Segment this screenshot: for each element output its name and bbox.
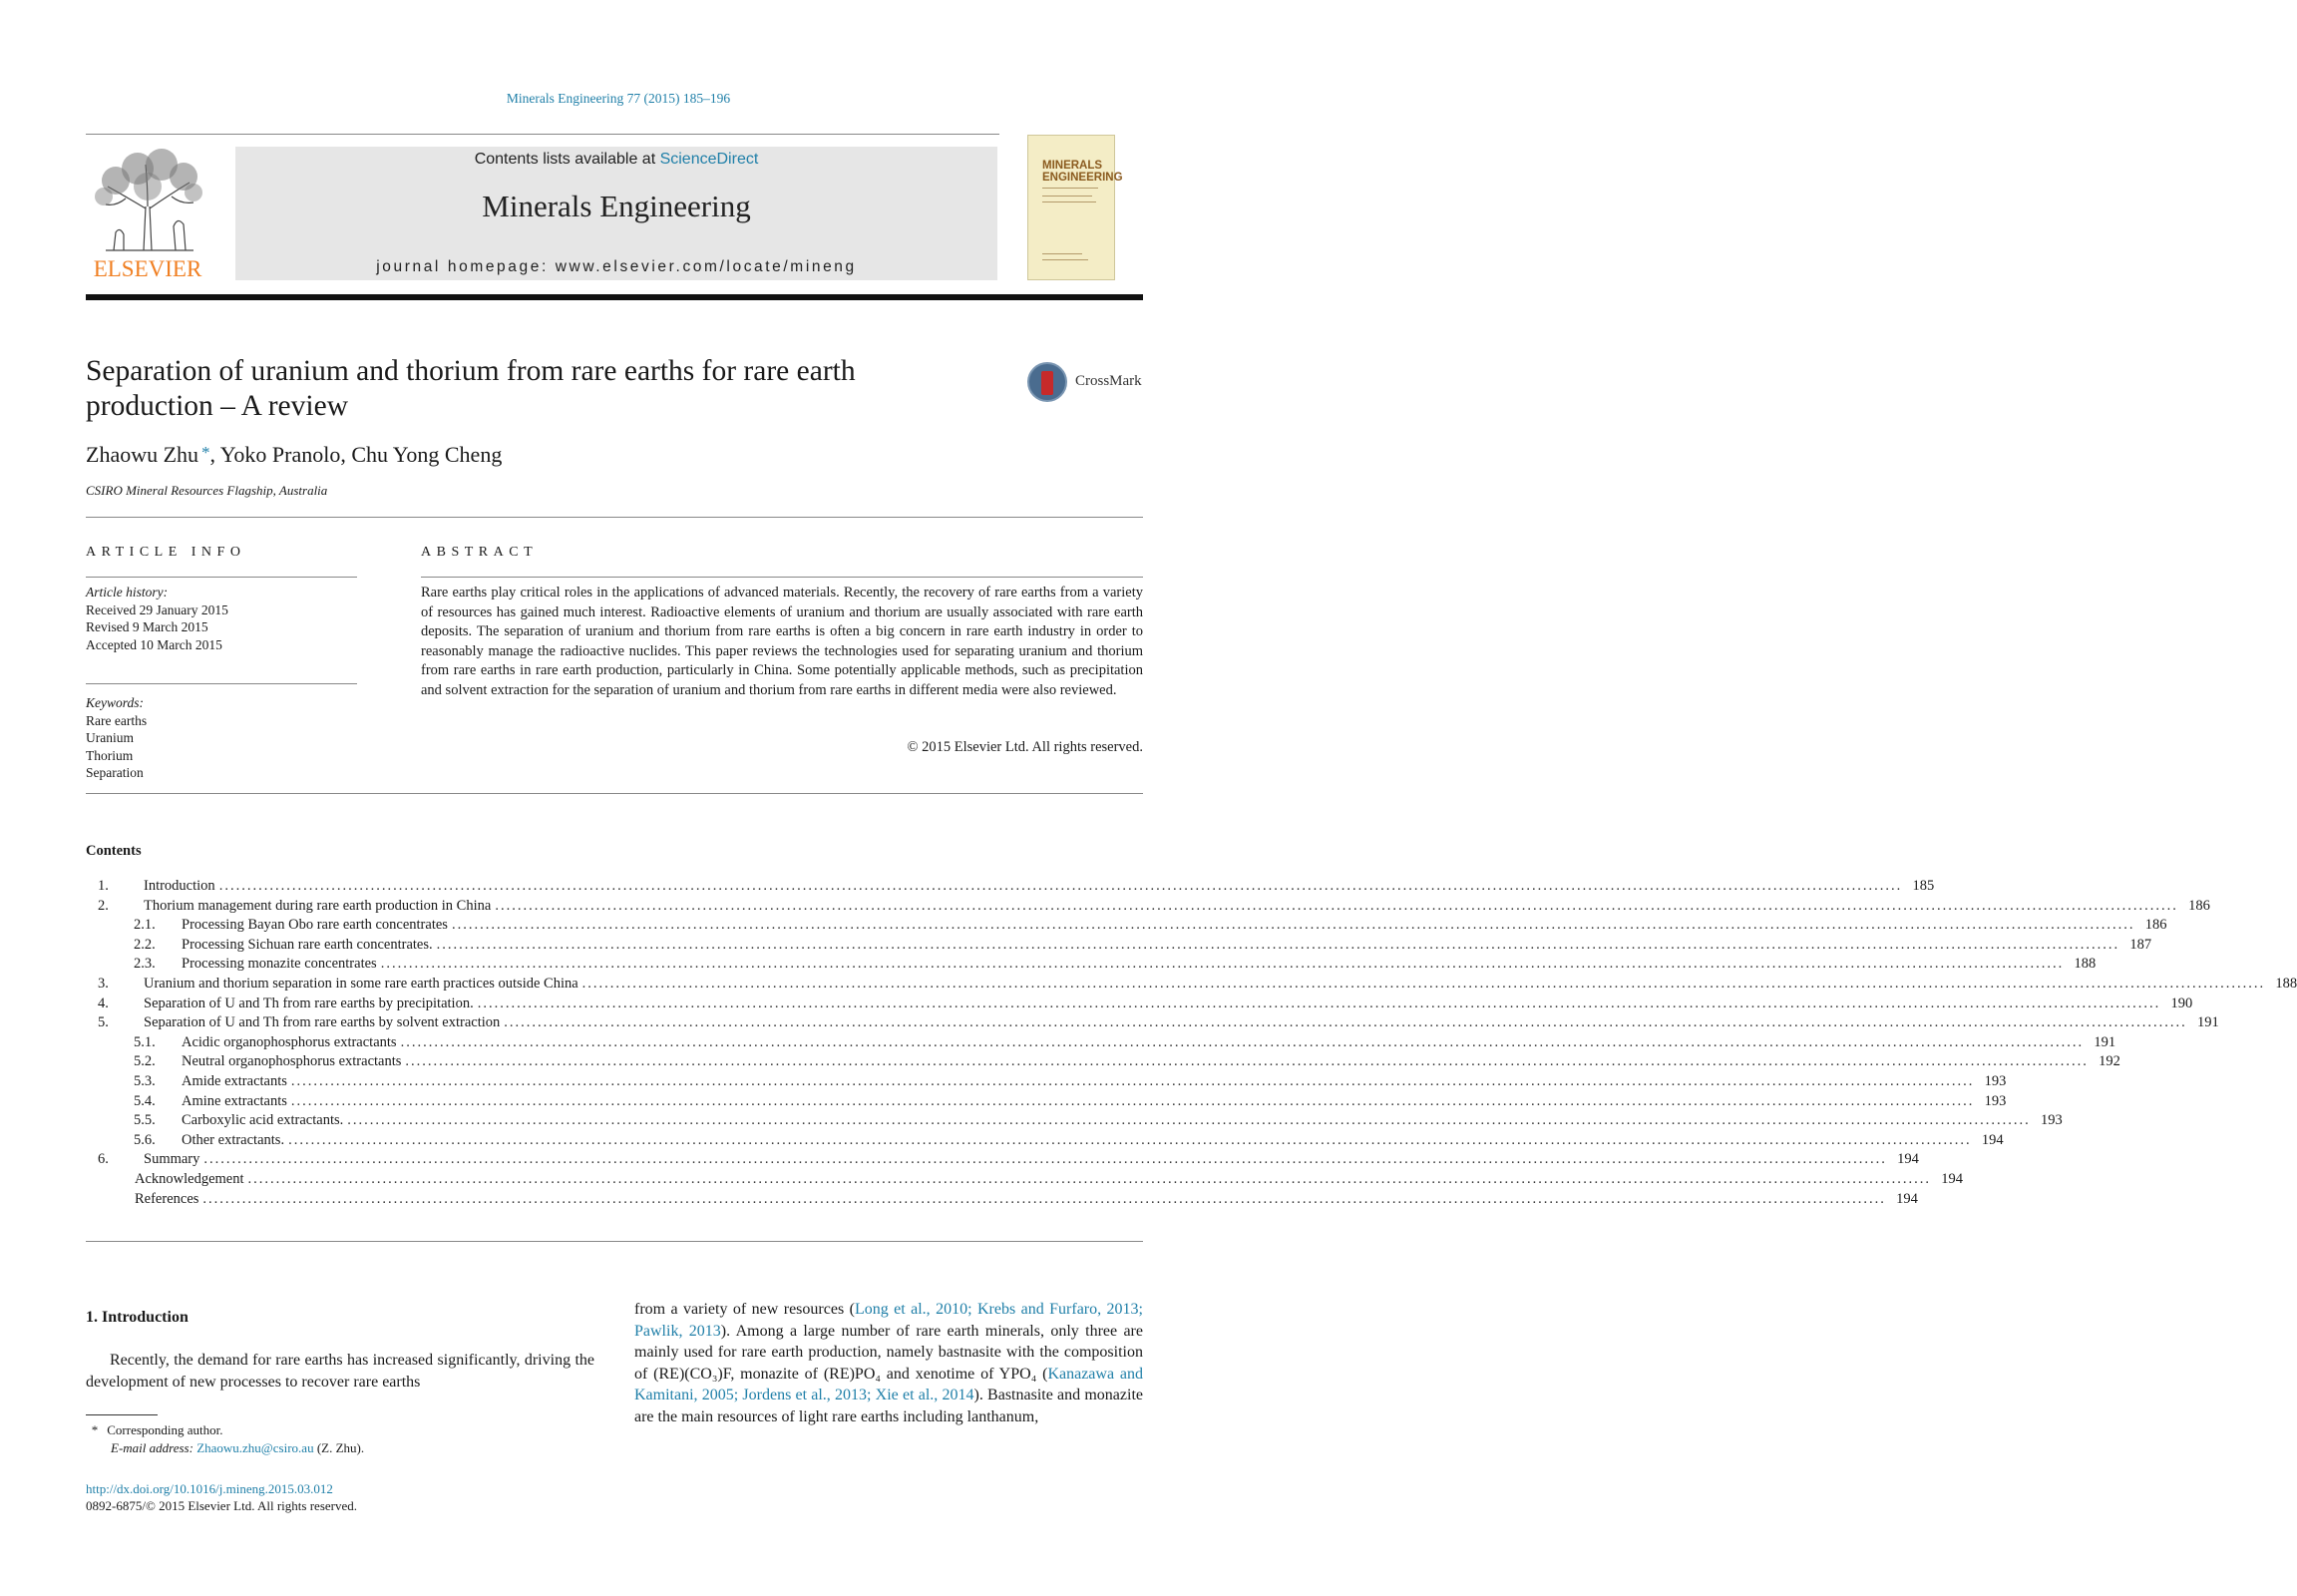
- toc-row[interactable]: [86, 1170, 1964, 1191]
- keywords: [86, 694, 147, 782]
- toc-row[interactable]: [86, 1131, 2004, 1152]
- cover-line: [1042, 201, 1096, 202]
- email-note: [86, 1439, 364, 1457]
- toc-page-number: 187: [2129, 936, 2152, 953]
- accepted-date: Accepted 10 March 2015: [86, 636, 222, 652]
- keyword-item: Rare earths: [86, 712, 148, 728]
- toc-page-number: 194: [1981, 1131, 2004, 1148]
- toc-number: 2.3.: [134, 956, 156, 973]
- abstract-heading: ABSTRACT: [421, 545, 539, 560]
- toc-title[interactable]: Other extractants.: [182, 1131, 285, 1148]
- cover-title-line-2: ENGINEERING: [1042, 172, 1123, 184]
- toc-title[interactable]: Neutral organophosphorus extractants: [182, 1053, 402, 1070]
- citation-link[interactable]: Long et al., 2010; Krebs and Furfaro, 2013; Pawlik, 2013: [634, 1301, 1143, 1340]
- toc-page-number: 194: [1941, 1170, 1964, 1187]
- toc-number: 4.: [98, 995, 109, 1011]
- toc-row[interactable]: [86, 1033, 2116, 1054]
- toc-page-number: 193: [2041, 1112, 2063, 1129]
- toc-row[interactable]: [86, 975, 2297, 996]
- divider: [86, 683, 357, 684]
- toc-leader-dots: ............................................................................................................................................................................................................................................................................................................: [495, 897, 2178, 914]
- toc-number: 2.2.: [134, 936, 156, 953]
- toc-leader-dots: ............................................................................................................................................................................................................................................................................................................: [380, 956, 2065, 973]
- footnote: [86, 1421, 364, 1457]
- toc-page-number: 191: [2197, 1014, 2219, 1031]
- toc-row[interactable]: [86, 1092, 2007, 1113]
- toc-page-number: 186: [2144, 917, 2167, 934]
- toc-row[interactable]: [86, 917, 2167, 937]
- divider: [86, 517, 1143, 518]
- divider: [86, 793, 1143, 794]
- header-thick-rule: [86, 294, 1143, 300]
- toc-leader-dots: ............................................................................................................................................................................................................................................................................................................: [290, 1092, 1975, 1109]
- toc-row[interactable]: [86, 1014, 2219, 1034]
- article-history: [86, 584, 228, 653]
- tree-icon: [86, 147, 209, 254]
- toc-title[interactable]: Processing Sichuan rare earth concentrates.: [182, 936, 433, 953]
- keyword-item: Thorium: [86, 747, 134, 763]
- contents-prefix: Contents lists available at: [474, 151, 660, 168]
- toc-leader-dots: ............................................................................................................................................................................................................................................................................................................: [451, 917, 2135, 934]
- toc-number: 5.2.: [134, 1053, 156, 1070]
- toc-number: 1.: [98, 878, 109, 894]
- footnote-mark: *: [91, 1422, 99, 1437]
- toc-leader-dots: ............................................................................................................................................................................................................................................................................................................: [247, 1170, 1932, 1187]
- footnote-rule: [86, 1414, 158, 1415]
- elsevier-wordmark: ELSEVIER: [93, 256, 202, 281]
- toc-leader-dots: ............................................................................................................................................................................................................................................................................................................: [504, 1014, 2187, 1031]
- crossmark-label: CrossMark: [1075, 373, 1142, 389]
- toc-row[interactable]: [86, 1072, 2007, 1093]
- toc-title[interactable]: Introduction: [144, 878, 215, 894]
- author-name: Zhaowu Zhu: [86, 442, 199, 467]
- crossmark-badge[interactable]: [1027, 362, 1147, 406]
- toc-title[interactable]: Thorium management during rare earth production in China: [144, 897, 492, 914]
- journal-title: Minerals Engineering: [482, 189, 751, 223]
- email-link[interactable]: Zhaowu.zhu@csiro.au: [196, 1440, 314, 1455]
- toc-row[interactable]: [86, 936, 2152, 957]
- toc-page-number: 192: [2099, 1053, 2120, 1070]
- toc-leader-dots: ............................................................................................................................................................................................................................................................................................................: [218, 878, 1903, 894]
- author-list: [86, 442, 502, 468]
- divider: [86, 1241, 1143, 1242]
- toc-row[interactable]: [86, 878, 1935, 898]
- body-text: ). Among a large number of rare earth minerals, only three are mainly used for rare earth production, namely bastnasite with the composition of (RE)(CO₃)F, monazite of (RE)PO₄ and xenotime of YPO₄ (: [634, 1322, 1143, 1383]
- toc-row[interactable]: [86, 1053, 2120, 1073]
- journal-banner: [235, 147, 997, 280]
- toc-page-number: 191: [2094, 1033, 2116, 1050]
- toc-number: 2.1.: [134, 917, 156, 934]
- cover-line: [1042, 188, 1098, 189]
- cover-line: [1042, 196, 1092, 197]
- toc-page-number: 186: [2188, 897, 2210, 914]
- keyword-item: Uranium: [86, 730, 134, 745]
- toc-number: 5.5.: [134, 1112, 156, 1129]
- sciencedirect-link[interactable]: ScienceDirect: [659, 151, 759, 168]
- table-of-contents: [86, 878, 2297, 1210]
- toc-title[interactable]: Amide extractants: [182, 1072, 287, 1089]
- toc-number: 5.3.: [134, 1072, 156, 1089]
- toc-leader-dots: ............................................................................................................................................................................................................................................................................................................: [400, 1033, 2085, 1050]
- cover-line: [1042, 253, 1082, 254]
- toc-number: 5.4.: [134, 1092, 156, 1109]
- toc-page-number: 188: [2275, 975, 2297, 992]
- keywords-label: Keywords:: [86, 695, 144, 710]
- corresponding-label: Corresponding author.: [107, 1422, 223, 1437]
- keyword-item: Separation: [86, 765, 144, 780]
- toc-title[interactable]: Carboxylic acid extractants.: [182, 1112, 344, 1129]
- toc-leader-dots: ............................................................................................................................................................................................................................................................................................................: [203, 1151, 1887, 1168]
- toc-leader-dots: ............................................................................................................................................................................................................................................................................................................: [436, 936, 2120, 953]
- toc-row[interactable]: [86, 956, 2097, 976]
- toc-number: 5.1.: [134, 1033, 156, 1050]
- toc-row[interactable]: [86, 995, 2193, 1015]
- toc-row[interactable]: [86, 1112, 2063, 1132]
- doi-link[interactable]: http://dx.doi.org/10.1016/j.mineng.2015.03.012: [86, 1481, 333, 1496]
- abstract-text: Rare earths play critical roles in the applications of advanced materials. Recently, the recovery of rare earths from a variety of resources has gained much interest. Radioactive elements of uranium and thorium are usually associated with rare earth deposits. The separation of uranium and thorium from rare earths is often a big concern in rare earth industry in order to reasonably manage the radioactive nuclides. This paper reviews the technologies used for separating uranium and thorium from rare earths in rare earth production, particularly in China. Some potentially applicable methods, such as precipitation and solvent extraction for the separation of uranium and thorium from rare earths in different media were also reviewed.: [421, 585, 1143, 698]
- received-date: Received 29 January 2015: [86, 601, 228, 617]
- toc-leader-dots: ............................................................................................................................................................................................................................................................................................................: [202, 1190, 1886, 1207]
- toc-number: 5.6.: [134, 1131, 156, 1148]
- intro-paragraph-continued: [634, 1299, 1143, 1427]
- author-names-rest: , Yoko Pranolo, Chu Yong Cheng: [209, 442, 503, 467]
- toc-number: 5.: [98, 1014, 109, 1031]
- toc-leader-dots: ............................................................................................................................................................................................................................................................................................................: [477, 995, 2161, 1011]
- article-info-heading: ARTICLE INFO: [86, 545, 246, 560]
- toc-leader-dots: ............................................................................................................................................................................................................................................................................................................: [288, 1131, 1972, 1148]
- doi-block: [86, 1480, 357, 1514]
- contents-heading: Contents: [86, 843, 142, 859]
- toc-title[interactable]: Amine extractants: [182, 1092, 287, 1109]
- issn-copyright: 0892-6875/© 2015 Elsevier Ltd. All rights reserved.: [86, 1498, 357, 1513]
- contents-available: [235, 151, 997, 169]
- abstract-copyright: © 2015 Elsevier Ltd. All rights reserved.: [907, 739, 1143, 755]
- toc-number: 6.: [98, 1151, 109, 1168]
- toc-page-number: 193: [1984, 1092, 2007, 1109]
- toc-title[interactable]: Acknowledgement: [135, 1170, 244, 1187]
- toc-title[interactable]: Acidic organophosphorus extractants: [182, 1033, 397, 1050]
- affiliation: CSIRO Mineral Resources Flagship, Australia: [86, 483, 328, 498]
- corresponding-author-mark[interactable]: *: [201, 443, 210, 462]
- email-suffix: (Z. Zhu).: [316, 1440, 365, 1455]
- toc-row[interactable]: [86, 897, 2210, 918]
- elsevier-logo[interactable]: [86, 147, 209, 282]
- toc-title[interactable]: Uranium and thorium separation in some rare earth practices outside China: [144, 975, 578, 992]
- toc-page-number: 185: [1912, 878, 1935, 894]
- section-heading-introduction: 1. Introduction: [86, 1309, 189, 1326]
- body-text: from a variety of new resources (: [634, 1301, 855, 1318]
- intro-paragraph: Recently, the demand for rare earths has increased significantly, driving the development of new processes to recover rare earths: [86, 1352, 594, 1391]
- toc-title[interactable]: Processing Bayan Obo rare earth concentrates: [182, 917, 448, 934]
- toc-title[interactable]: Separation of U and Th from rare earths by solvent extraction: [144, 1014, 501, 1031]
- journal-reference[interactable]: Minerals Engineering 77 (2015) 185–196: [506, 91, 731, 106]
- body-text: ). Bastnasite and monazite are the main resources of light rare earths including lanthanum,: [634, 1387, 1143, 1425]
- divider: [421, 577, 1143, 578]
- corresponding-author-note: [86, 1421, 364, 1439]
- article-title: Separation of uranium and thorium from rare earths for rare earth production – A review: [86, 355, 856, 422]
- toc-leader-dots: ............................................................................................................................................................................................................................................................................................................: [347, 1112, 2031, 1129]
- toc-page-number: 194: [1897, 1151, 1919, 1168]
- toc-title[interactable]: Processing monazite concentrates: [182, 956, 377, 973]
- toc-row[interactable]: [86, 1151, 1919, 1171]
- toc-page-number: 188: [2074, 956, 2097, 973]
- toc-title[interactable]: Separation of U and Th from rare earths by precipitation.: [144, 995, 474, 1011]
- toc-leader-dots: ............................................................................................................................................................................................................................................................................................................: [581, 975, 2266, 992]
- toc-page-number: 190: [2170, 995, 2193, 1011]
- divider: [86, 577, 357, 578]
- journal-cover[interactable]: [1027, 135, 1123, 280]
- toc-page-number: 194: [1896, 1190, 1918, 1207]
- crossmark-icon: [1027, 362, 1067, 402]
- toc-title[interactable]: Summary: [144, 1151, 200, 1168]
- cover-title-line-1: MINERALS: [1042, 160, 1103, 172]
- toc-leader-dots: ............................................................................................................................................................................................................................................................................................................: [290, 1072, 1975, 1089]
- toc-leader-dots: ............................................................................................................................................................................................................................................................................................................: [405, 1053, 2089, 1070]
- header-rule: [86, 134, 999, 135]
- cover-title: [1042, 160, 1123, 184]
- toc-number: 3.: [98, 975, 109, 992]
- journal-homepage[interactable]: journal homepage: www.elsevier.com/locate/mineng: [376, 258, 857, 275]
- revised-date: Revised 9 March 2015: [86, 619, 208, 634]
- cover-line: [1042, 259, 1088, 260]
- history-label: Article history:: [86, 585, 169, 599]
- toc-title[interactable]: References: [135, 1190, 199, 1207]
- email-label: E-mail address:: [111, 1440, 193, 1455]
- toc-page-number: 193: [1984, 1072, 2007, 1089]
- citation-link[interactable]: Kanazawa and Kamitani, 2005; Jordens et al., 2013; Xie et al., 2014: [634, 1365, 1143, 1403]
- toc-number: 2.: [98, 897, 109, 914]
- toc-row[interactable]: [86, 1190, 1918, 1211]
